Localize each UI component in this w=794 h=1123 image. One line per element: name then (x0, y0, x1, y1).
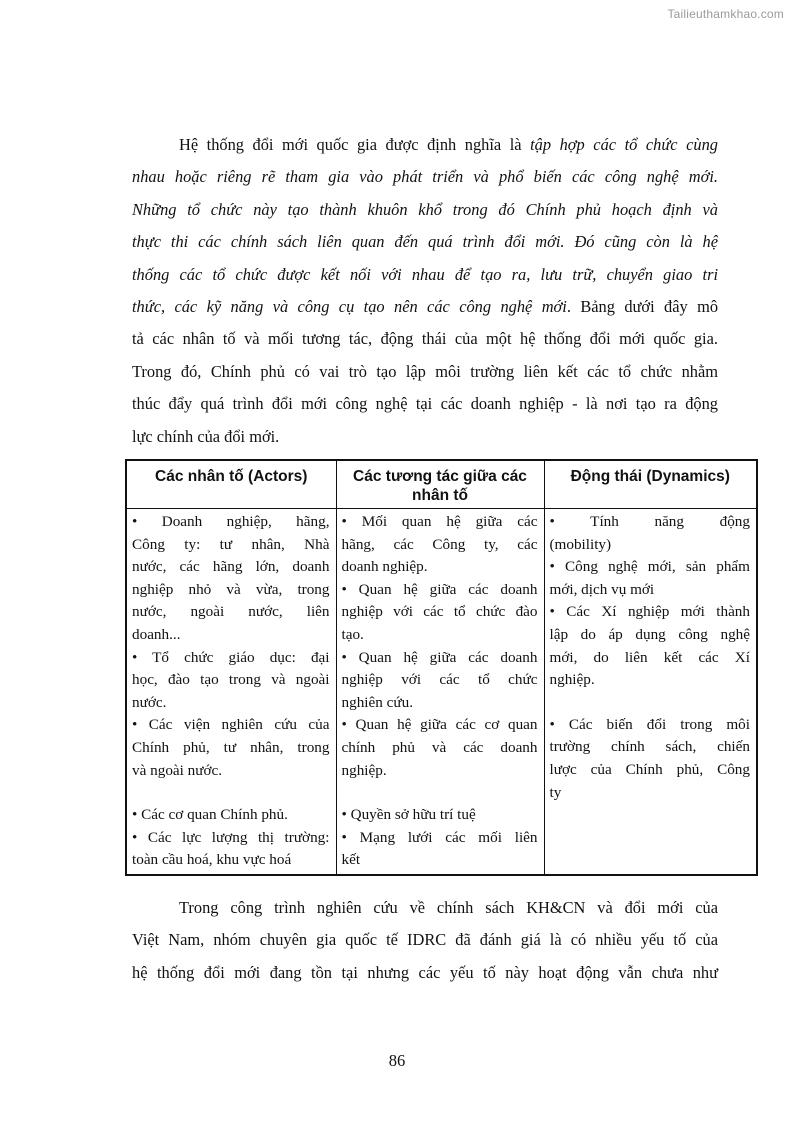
bullet-line: • Các lực lượng thị trường: (132, 828, 330, 846)
bullet-item (550, 601, 751, 691)
bullet-line: • Tính năng động (549, 513, 750, 530)
spacer (342, 782, 538, 804)
bullet-item (342, 714, 538, 782)
bullet-line: • Quyền sở hữu trí tuệ (341, 806, 476, 824)
bullet-line: nghiệp. (549, 671, 595, 689)
header-actors: Các nhân tố (Actors) (126, 460, 336, 509)
para2-line: Trong công trình nghiên cứu về chính sách KH&CN và đổi mới của (179, 898, 718, 917)
bullet-line: nghiệp. (341, 761, 387, 779)
bullet-line: • Doanh nghiệp, hãng, (132, 513, 330, 530)
innovation-system-table (125, 459, 758, 876)
bullet-line: mới, dịch vụ mới (549, 580, 655, 598)
bullet-line: • Mạng lưới các mối liên (341, 828, 538, 846)
bullet-line: • Công nghệ mới, sản phẩm (549, 558, 750, 576)
bullet-line: • Các viện nghiên cứu của (132, 716, 330, 734)
text-run: . Bảng dưới đây mô (566, 297, 719, 317)
text-run: lực chính của đổi mới. (132, 426, 280, 446)
bullet-item (132, 714, 330, 782)
spacer (550, 692, 751, 714)
bullet-line: • Quan hệ giữa các doanh (341, 580, 538, 598)
bullet-item (132, 804, 330, 827)
bullet-line: chính phủ và các doanh (341, 738, 538, 756)
table-header-row (126, 460, 757, 509)
bullet-line: • Các Xí nghiệp mới thành (549, 603, 750, 621)
text-run: Hệ thống đổi mới quốc gia được định nghĩa là (179, 135, 531, 154)
bullet-line: nghiệp với các tổ chức (341, 671, 538, 689)
bullet-line: kết (341, 851, 361, 869)
bullet-item (342, 827, 538, 872)
bullet-line: lập do áp dụng công nghệ (549, 625, 750, 643)
bullet-line: Công ty: tư nhân, Nhà (132, 535, 330, 553)
bullet-line: trường chính sách, chiến (549, 738, 750, 756)
para1-line (132, 356, 718, 388)
text-run: Trong đó, Chính phủ có vai trò tạo lập môi trường liên kết các tổ chức nhằm (132, 361, 718, 381)
para2-line: hệ thống đổi mới đang tồn tại nhưng các yếu tố này hoạt động vẫn chưa như (132, 962, 718, 982)
bullet-line: hãng, các Công ty, các (341, 535, 538, 553)
bullet-item (550, 556, 751, 601)
italic-run: Những tổ chức này tạo thành khuôn khổ trong đó Chính phủ hoạch định và (132, 199, 718, 219)
text-run: tả các nhân tố và mối tương tác, động thái của một hệ thống đổi mới quốc gia. (132, 329, 718, 349)
header-interactions: Các tương tác giữa các nhân tố (336, 460, 544, 509)
header-dynamics: Động thái (Dynamics) (544, 460, 757, 509)
para2-line: Việt Nam, nhóm chuyên gia quốc tế IDRC đã đánh giá là có nhiều yếu tố của (132, 930, 718, 950)
italic-run: nhau hoặc riêng rẽ tham gia vào phát triển và phổ biến các công nghệ mới. (132, 167, 718, 187)
bullet-line: • Quan hệ giữa các cơ quan (341, 716, 538, 734)
bullet-item (132, 827, 330, 872)
dynamics-column (544, 509, 757, 875)
actors-column (126, 509, 336, 875)
bullet-line: • Mối quan hệ giữa các (341, 513, 538, 530)
para1-line (132, 323, 718, 355)
para1-line (132, 388, 718, 420)
bullet-item (132, 511, 330, 647)
bullet-line: tạo. (341, 625, 364, 643)
italic-run: thức, các kỹ năng và công cụ tạo nên các công nghệ mới (132, 297, 567, 317)
bullet-line: • Quan hệ giữa các doanh (341, 648, 538, 666)
page-number: 86 (388, 1051, 406, 1070)
para1-line (132, 129, 718, 161)
bullet-line: • Các biến đổi trong môi (549, 715, 750, 733)
italic-run: thực thi các chính sách liên quan đến quá trình đổi mới. Đó cũng còn là hệ (132, 232, 718, 252)
bullet-line: Chính phủ, tư nhân, trong (132, 738, 330, 756)
bullet-line: doanh... (132, 625, 181, 643)
bullet-line: doanh nghiệp. (341, 558, 428, 576)
closing-paragraph (132, 892, 718, 989)
bullet-line: nước, ngoài nước, liên (132, 603, 330, 621)
bullet-line: • Tổ chức giáo dục: đại (132, 648, 330, 666)
italic-run: thống các tổ chức được kết nối với nhau để tạo ra, lưu trữ, chuyển giao tri (132, 264, 718, 284)
para1-line (132, 161, 718, 193)
interactions-column (336, 509, 544, 875)
intro-paragraph (132, 129, 718, 453)
bullet-line: lược của Chính phủ, Công (549, 760, 750, 778)
bullet-item (342, 511, 538, 579)
bullet-line: mới, do liên kết các Xí (549, 648, 750, 666)
bullet-line: • Các cơ quan Chính phủ. (132, 806, 288, 824)
bullet-item (550, 511, 751, 556)
para1-line (132, 259, 718, 291)
table-body-row (126, 509, 757, 875)
spacer (132, 782, 330, 804)
bullet-line: toàn cầu hoá, khu vực hoá (132, 851, 292, 869)
bullet-item (550, 714, 751, 804)
bullet-line: ty (549, 783, 562, 801)
bullet-item (132, 647, 330, 715)
bullet-item (342, 579, 538, 647)
bullet-item (342, 804, 538, 827)
para1-line (132, 291, 718, 323)
bullet-line: và ngoài nước. (132, 761, 223, 779)
watermark: Tailieuthamkhao.com (667, 7, 784, 21)
text-run: thúc đẩy quá trình đổi mới công nghệ tại các doanh nghiệp - là nơi tạo ra động (132, 394, 718, 414)
bullet-item (342, 647, 538, 715)
para1-line (132, 226, 718, 258)
bullet-line: nghiệp với các tổ chức đào (341, 603, 538, 621)
bullet-line: học, đào tạo trong và ngoài (132, 671, 330, 689)
para1-line (132, 194, 718, 226)
bullet-line: nước. (132, 693, 167, 711)
italic-run: tập hợp các tổ chức cùng (530, 135, 718, 154)
bullet-line: nghiệp nhỏ và vừa, trong (132, 580, 330, 598)
bullet-line: nghiên cứu. (341, 693, 413, 711)
para1-line (132, 421, 718, 453)
bullet-line: (mobility) (549, 535, 612, 553)
bullet-line: nước, các hãng lớn, doanh (132, 558, 330, 576)
